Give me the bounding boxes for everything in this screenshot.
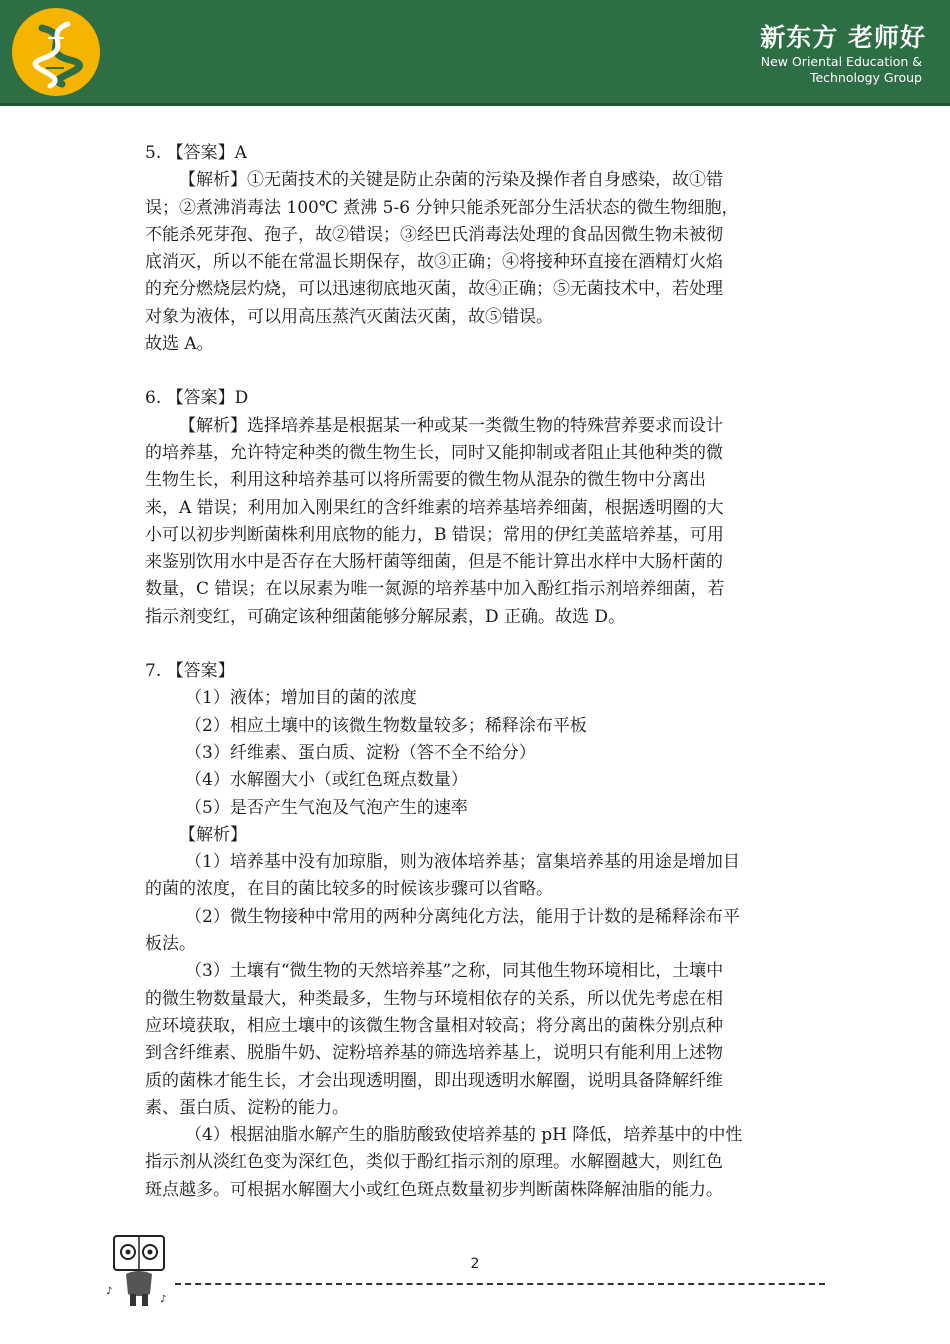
q6-analysis-line: 来，A 错误；利用加入刚果红的含纤维素的培养基培养细菌，根据透明圈的大	[145, 497, 724, 518]
q7-analysis-line: 应环境获取，相应土壤中的该微生物含量相对较高；将分离出的菌株分别点种	[145, 1015, 723, 1036]
q7-answer-item: （4）水解圈大小（或红色斑点数量）	[185, 770, 468, 791]
brand-english-line-1: New Oriental Education &	[760, 54, 922, 69]
q7-analysis-line: 到含纤维素、脱脂牛奶、淀粉培养基的筛选培养基上，说明只有能利用上述物	[145, 1043, 723, 1064]
q7-analysis-label: 【解析】	[179, 824, 247, 845]
q5-analysis-line: 对象为液体，可以用高压蒸汽灭菌法灭菌，故⑤错误。	[145, 306, 553, 327]
q5-analysis-line: 不能杀死芽孢、孢子，故②错误；③经巴氏消毒法处理的食品因微生物未被彻	[145, 224, 723, 245]
new-oriental-logo	[12, 8, 100, 96]
q7-analysis-line: （2）微生物接种中常用的两种分离纯化方法，能用于计数的是稀释涂布平	[185, 906, 740, 927]
q7-answer-item: （5）是否产生气泡及气泡产生的速率	[185, 797, 468, 818]
svg-text:♪: ♪	[106, 1286, 113, 1297]
q5-analysis-line: 底消灭，所以不能在常温长期保存，故③正确；④将接种环直接在酒精灯火焰	[145, 252, 723, 273]
q6-analysis-line: 来鉴别饮用水中是否存在大肠杆菌等细菌，但是不能计算出水样中大肠杆菌的	[145, 552, 723, 573]
q6-analysis-line: 生物生长，利用这种培养基可以将所需要的微生物从混杂的微生物中分离出	[145, 470, 706, 491]
q7-analysis-line: 质的菌株才能生长，才会出现透明圈，即出现透明水解圈，说明具备降解纤维	[145, 1070, 723, 1091]
q5-analysis-line: 的充分燃烧层灼烧，可以迅速彻底地灭菌，故④正确；⑤无菌技术中，若处理	[145, 279, 723, 300]
q6-analysis-line: 指示剂变红，可确定该种细菌能够分解尿素，D 正确。故选 D。	[145, 606, 626, 627]
q7-analysis-line: 指示剂从淡红色变为深红色，类似于酚红指示剂的原理。水解圈越大，则红色	[145, 1152, 723, 1173]
page-number: 2	[470, 1256, 480, 1272]
q6-analysis-line: 【解析】选择培养基是根据某一种或某一类微生物的特殊营养要求而设计	[179, 415, 723, 436]
q7-answer-item: （3）纤维素、蛋白质、淀粉（答不全不给分）	[185, 742, 536, 763]
q5-analysis-line: 【解析】①无菌技术的关键是防止杂菌的污染及操作者自身感染，故①错	[179, 170, 723, 191]
q7-answer: 7. 【答案】	[145, 661, 235, 682]
q6-analysis-line: 小可以初步判断菌株利用底物的能力，B 错误；常用的伊红美蓝培养基，可用	[145, 524, 724, 545]
q5-answer: 5. 【答案】A	[145, 143, 247, 163]
brand-english-name	[722, 54, 922, 86]
q7-analysis-line: （3）土壤有“微生物的天然培养基”之称，同其他生物环境相比，土壤中	[185, 961, 724, 982]
page-header	[0, 0, 950, 106]
q7-analysis-line: 的微生物数量最大，种类最多，生物与环境相依存的关系，所以优先考虑在相	[145, 988, 723, 1009]
q5-analysis-line: 误；②煮沸消毒法 100℃ 煮沸 5-6 分钟只能杀死部分生活状态的微生物细胞，	[145, 197, 739, 218]
q6-analysis-line: 数量，C 错误；在以尿素为唯一氮源的培养基中加入酚红指示剂培养细菌，若	[145, 579, 725, 600]
answer-content	[145, 140, 805, 1204]
brand-english-line-2: Technology Group	[809, 70, 922, 85]
q6-answer: 6. 【答案】D	[145, 388, 249, 409]
brand-chinese-name: 新东方 老师好	[760, 23, 926, 52]
svg-text:♪: ♪	[160, 1294, 167, 1305]
q7-analysis-line: 素、蛋白质、淀粉的能力。	[145, 1097, 349, 1118]
q5-conclusion: 故选 A。	[145, 334, 214, 355]
mascot-reading-book-icon	[104, 1232, 174, 1316]
q7-analysis-line: （4）根据油脂水解产生的脂肪酸致使培养基的 pH 降低，培养基中的中性	[185, 1125, 743, 1146]
q7-answer-item: （2）相应土壤中的该微生物数量较多；稀释涂布平板	[185, 715, 587, 736]
q7-analysis-line: 斑点越多。可根据水解圈大小或红色斑点数量初步判断菌株降解油脂的能力。	[145, 1179, 723, 1200]
footer-divider	[175, 1283, 825, 1285]
q6-analysis-line: 的培养基，允许特定种类的微生物生长，同时又能抑制或者阻止其他种类的微	[145, 442, 723, 463]
q7-analysis-line: 板法。	[145, 934, 196, 955]
q7-answer-item: （1）液体；增加目的菌的浓度	[185, 688, 417, 709]
q7-analysis-line: （1）培养基中没有加琼脂，则为液体培养基；富集培养基的用途是增加目	[185, 852, 740, 873]
dna-helix-icon	[12, 8, 100, 96]
q7-analysis-line: 的菌的浓度，在目的菌比较多的时候该步骤可以省略。	[145, 879, 553, 900]
